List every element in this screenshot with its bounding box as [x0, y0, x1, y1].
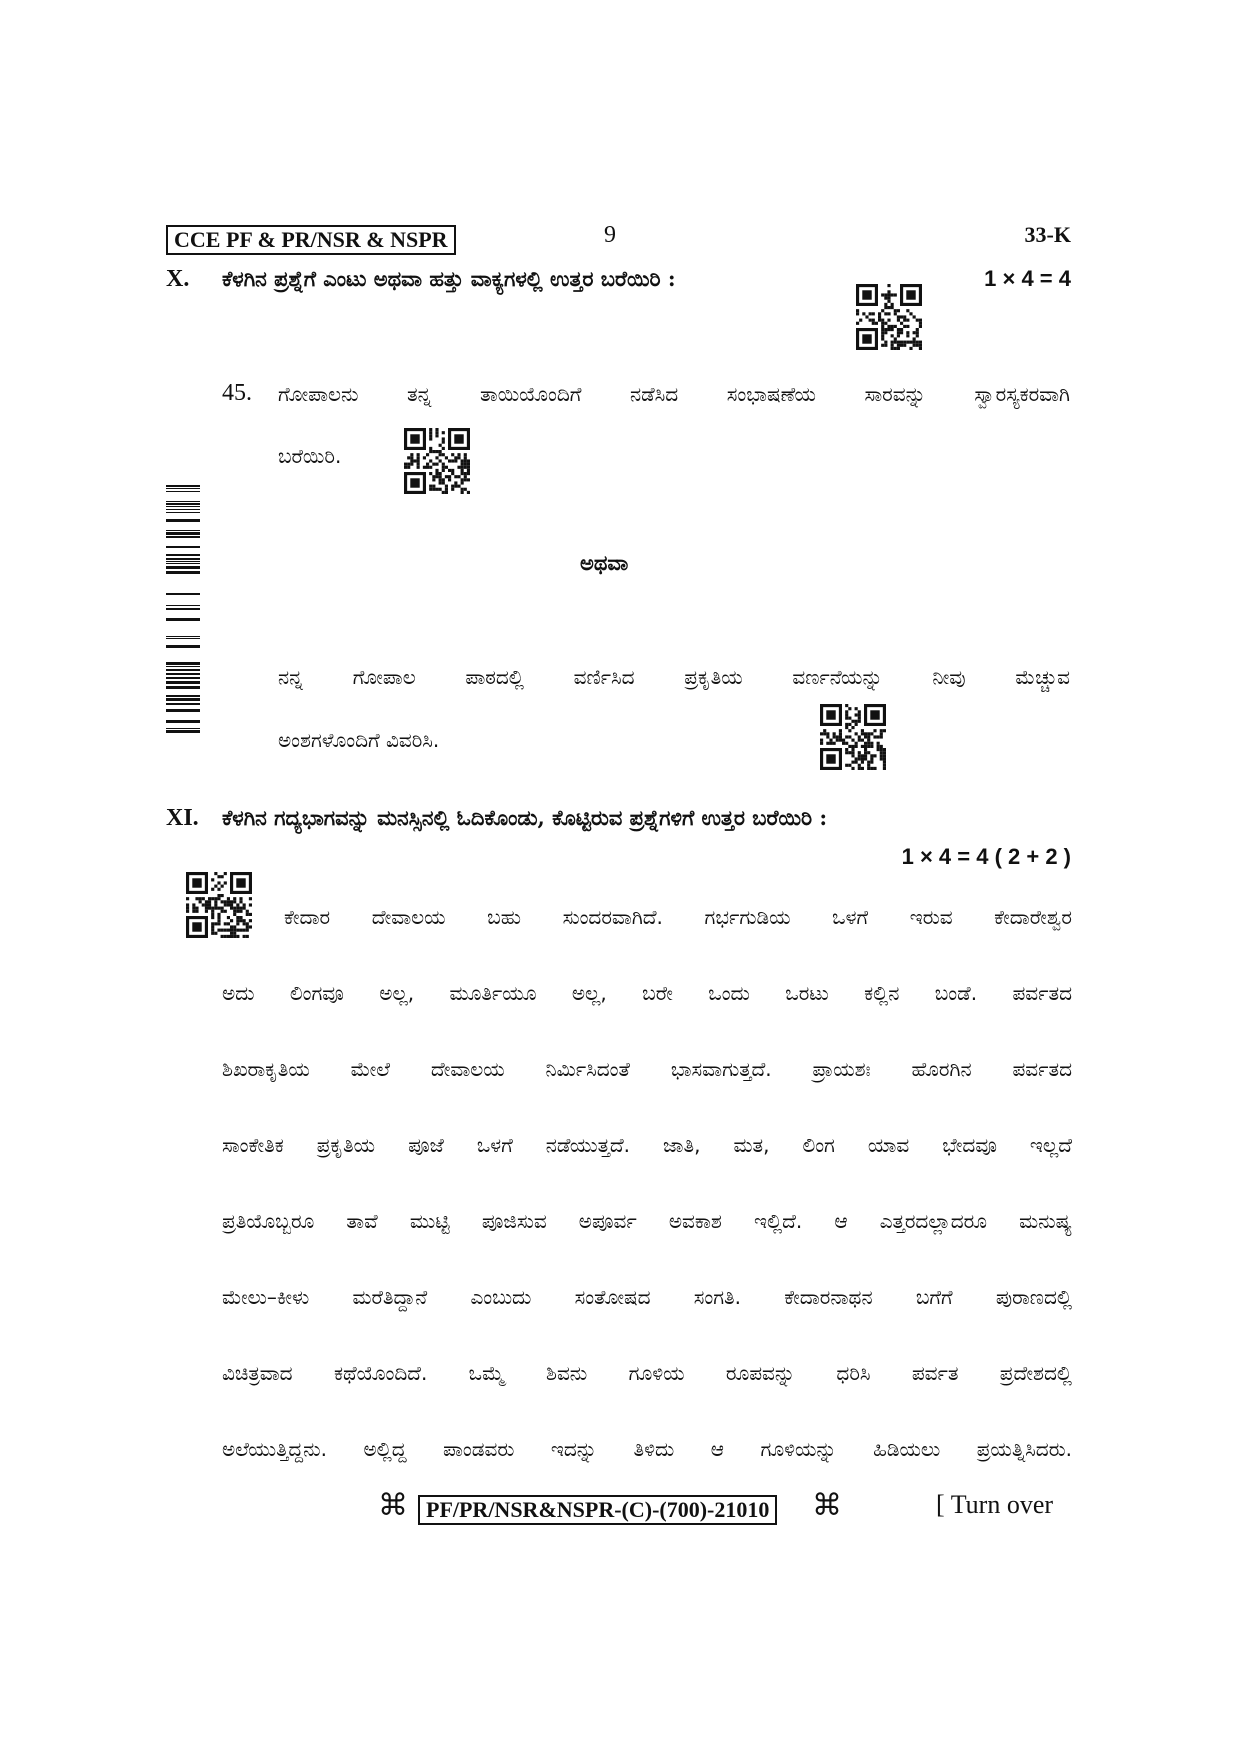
command-symbol-icon: ⌘	[378, 1488, 408, 1523]
passage-line: ವಿಚಿತ್ರವಾದ ಕಥೆಯೊಂದಿದೆ. ಒಮ್ಮೆ ಶಿವನು ಗೂಳಿಯ ರೂಪವನ್ನು ಧರಿಸಿ ಪರ್ವತ ಪ್ರದೇಶದಲ್ಲಿ	[222, 1361, 1072, 1385]
passage-line: ಕೇದಾರ ದೇವಾಲಯ ಬಹು ಸುಂದರವಾಗಿದೆ. ಗರ್ಭಗುಡಿಯ ಒಳಗೆ ಇರುವ ಕೇದಾರೇಶ್ವರ	[284, 905, 1072, 929]
exam-code: CCE PF & PR/NSR & NSPR	[166, 225, 456, 255]
question-45-number: 45.	[222, 380, 252, 406]
section-xi-marks: 1 × 4 = 4 ( 2 + 2 )	[901, 844, 1071, 869]
passage-line: ಶಿಖರಾಕೃತಿಯ ಮೇಲೆ ದೇವಾಲಯ ನಿರ್ಮಿಸಿದಂತೆ ಭಾಸವಾಗುತ್ತದೆ. ಪ್ರಾಯಶಃ ಹೊರಗಿನ ಪರ್ವತದ	[222, 1057, 1072, 1081]
passage-line: ಅದು ಲಿಂಗವೂ ಅಲ್ಲ, ಮೂರ್ತಿಯೂ ಅಲ್ಲ, ಬರೇ ಒಂದು ಒರಟು ಕಲ್ಲಿನ ಬಂಡೆ. ಪರ್ವತದ	[222, 981, 1072, 1005]
page-number: 9	[604, 222, 616, 248]
alternative-question-line1: ನನ್ನ ಗೋಪಾಲ ಪಾಠದಲ್ಲಿ ವರ್ಣಿಸಿದ ಪ್ರಕೃತಿಯ ವರ್ಣನೆಯನ್ನು ನೀವು ಮೆಚ್ಚುವ	[278, 665, 1070, 689]
alternative-question-line2: ಅಂಶಗಳೊಂದಿಗೆ ವಿವರಿಸಿ.	[278, 728, 440, 752]
passage-line: ಮೇಲು–ಕೀಳು ಮರೆತಿದ್ದಾನೆ ಎಂಬುದು ಸಂತೋಷದ ಸಂಗತಿ. ಕೇದಾರನಾಥನ ಬಗೆಗೆ ಪುರಾಣದಲ್ಲಿ	[222, 1285, 1072, 1309]
barcode-icon	[166, 485, 200, 735]
footer-code: PF/PR/NSR&NSPR-(C)-(700)-21010	[418, 1495, 777, 1525]
turn-over: [ Turn over	[936, 1490, 1054, 1519]
section-x-number: X.	[166, 266, 190, 292]
passage-line: ಅಲೆಯುತ್ತಿದ್ದನು. ಅಲ್ಲಿದ್ದ ಪಾಂಡವರು ಇದನ್ನು ತಿಳಿದು ಆ ಗೂಳಿಯನ್ನು ಹಿಡಿಯಲು ಪ್ರಯತ್ನಿಸಿದರು.	[222, 1437, 1072, 1461]
or-label: ಅಥವಾ	[580, 550, 629, 575]
question-45-line1: ಗೋಪಾಲನು ತನ್ನ ತಾಯಿಯೊಂದಿಗೆ ನಡೆಸಿದ ಸಂಭಾಷಣೆಯ ಸಾರವನ್ನು ಸ್ವಾರಸ್ಯಕರವಾಗಿ	[278, 382, 1070, 406]
qr-code-icon	[820, 704, 886, 770]
passage	[222, 905, 1072, 1513]
section-x-instruction: ಕೆಳಗಿನ ಪ್ರಶ್ನೆಗೆ ಎಂಟು ಅಥವಾ ಹತ್ತು ವಾಕ್ಯಗಳಲ್ಲಿ ಉತ್ತರ ಬರೆಯಿರಿ :	[222, 266, 676, 291]
section-x-marks: 1 × 4 = 4	[984, 266, 1071, 291]
question-45-line2: ಬರೆಯಿರಿ.	[278, 444, 342, 468]
command-symbol-icon: ⌘	[812, 1488, 842, 1523]
passage-line: ಸಾಂಕೇತಿಕ ಪ್ರಕೃತಿಯ ಪೂಜೆ ಒಳಗೆ ನಡೆಯುತ್ತದೆ. ಜಾತಿ, ಮತ, ಲಿಂಗ ಯಾವ ಭೇದವೂ ಇಲ್ಲದೆ	[222, 1133, 1072, 1157]
qr-code-icon	[856, 284, 922, 350]
paper-code: 33-K	[1024, 222, 1071, 247]
passage-line: ಪ್ರತಿಯೊಬ್ಬರೂ ತಾವೆ ಮುಟ್ಟಿ ಪೂಜಿಸುವ ಅಪೂರ್ವ ಅವಕಾಶ ಇಲ್ಲಿದೆ. ಆ ಎತ್ತರದಲ್ಲಾದರೂ ಮನುಷ್ಯ	[222, 1209, 1072, 1233]
qr-code-icon	[404, 428, 470, 494]
section-xi-instruction: ಕೆಳಗಿನ ಗದ್ಯಭಾಗವನ್ನು ಮನಸ್ಸಿನಲ್ಲಿ ಓದಿಕೊಂಡು, ಕೊಟ್ಟಿರುವ ಪ್ರಶ್ನೆಗಳಿಗೆ ಉತ್ತರ ಬರೆಯಿರಿ :	[222, 805, 828, 830]
section-xi-number: XI.	[166, 805, 199, 831]
